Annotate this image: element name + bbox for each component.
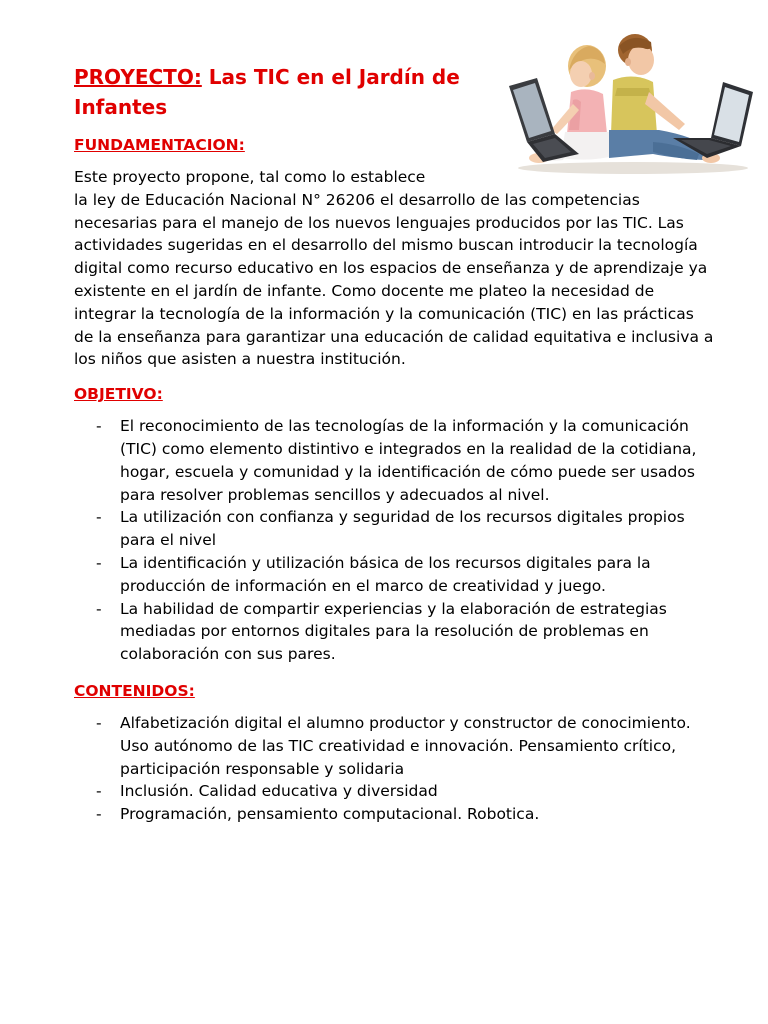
objetivo-list [74, 415, 714, 666]
objetivo-item-text: La habilidad de compartir experiencias y la elaboración de estrategias mediadas por entornos digitales para la resolución de problemas en colaboración con sus pares. [120, 599, 667, 664]
dash-bullet: - [96, 713, 102, 732]
title-project-label: PROYECTO: [74, 65, 202, 89]
dash-bullet: - [96, 553, 102, 572]
list-item [74, 712, 714, 780]
dash-bullet: - [96, 508, 102, 527]
objetivo-item-text: La utilización con confianza y seguridad de los recursos digitales propios para el nivel [120, 508, 685, 550]
title-project-name: Las TIC en el Jardín de Infantes [74, 65, 460, 119]
dash-bullet: - [96, 599, 102, 618]
contenidos-item-text: Alfabetización digital el alumno productor y constructor de conocimiento. Uso autónomo de las TIC creatividad e innovación. Pensamiento crítico, participación responsable y solidaria [120, 713, 691, 778]
objetivo-item-text: La identificación y utilización básica de los recursos digitales para la producción de información en el marco de creatividad y juego. [120, 553, 651, 595]
list-item [74, 780, 714, 803]
list-item [74, 803, 714, 826]
list-item [74, 415, 714, 506]
contenidos-item-text: Inclusión. Calidad educativa y diversidad [120, 782, 438, 801]
objetivo-item-text: El reconocimiento de las tecnologías de la información y la comunicación (TIC) como elemento distintivo e integrados en la realidad de la cotidiana, hogar, escuela y comunidad y la identificación de cómo puede ser usados para resolver problemas sencillos y adecuados al nivel. [120, 417, 697, 504]
dash-bullet: - [96, 805, 102, 824]
document-title [74, 62, 504, 122]
list-item [74, 598, 714, 666]
fundamentacion-paragraph [74, 166, 714, 371]
contenidos-list [74, 712, 714, 826]
list-item [74, 506, 714, 552]
document-body [74, 62, 714, 826]
contenidos-item-text: Programación, pensamiento computacional. Robotica. [120, 805, 540, 824]
heading-objetivo: OBJETIVO: [74, 385, 163, 404]
dash-bullet: - [96, 782, 102, 801]
fundamentacion-body: la ley de Educación Nacional N° 26206 el desarrollo de las competencias necesarias para el manejo de los nuevos lenguajes producidos por las TIC. Las actividades sugeridas en el desarrollo del mismo buscan introducir la tecnología digital como recurso educativo en los espacios de enseñanza y de aprendizaje ya existente en el jardín de infante. Como docente me plateo la necesidad de integrar la tecnología de la información y la comunicación (TIC) en las prácticas de la enseñanza para garantizar una educación de calidad equitativa e inclusiva a los niños que asisten a nuestra institución. [74, 190, 714, 369]
list-item [74, 552, 714, 598]
dash-bullet: - [96, 417, 102, 436]
heading-contenidos: CONTENIDOS: [74, 681, 195, 700]
fundamentacion-first-line: Este proyecto propone, tal como lo establece [74, 168, 426, 186]
heading-fundamentacion: FUNDAMENTACION: [74, 136, 245, 154]
